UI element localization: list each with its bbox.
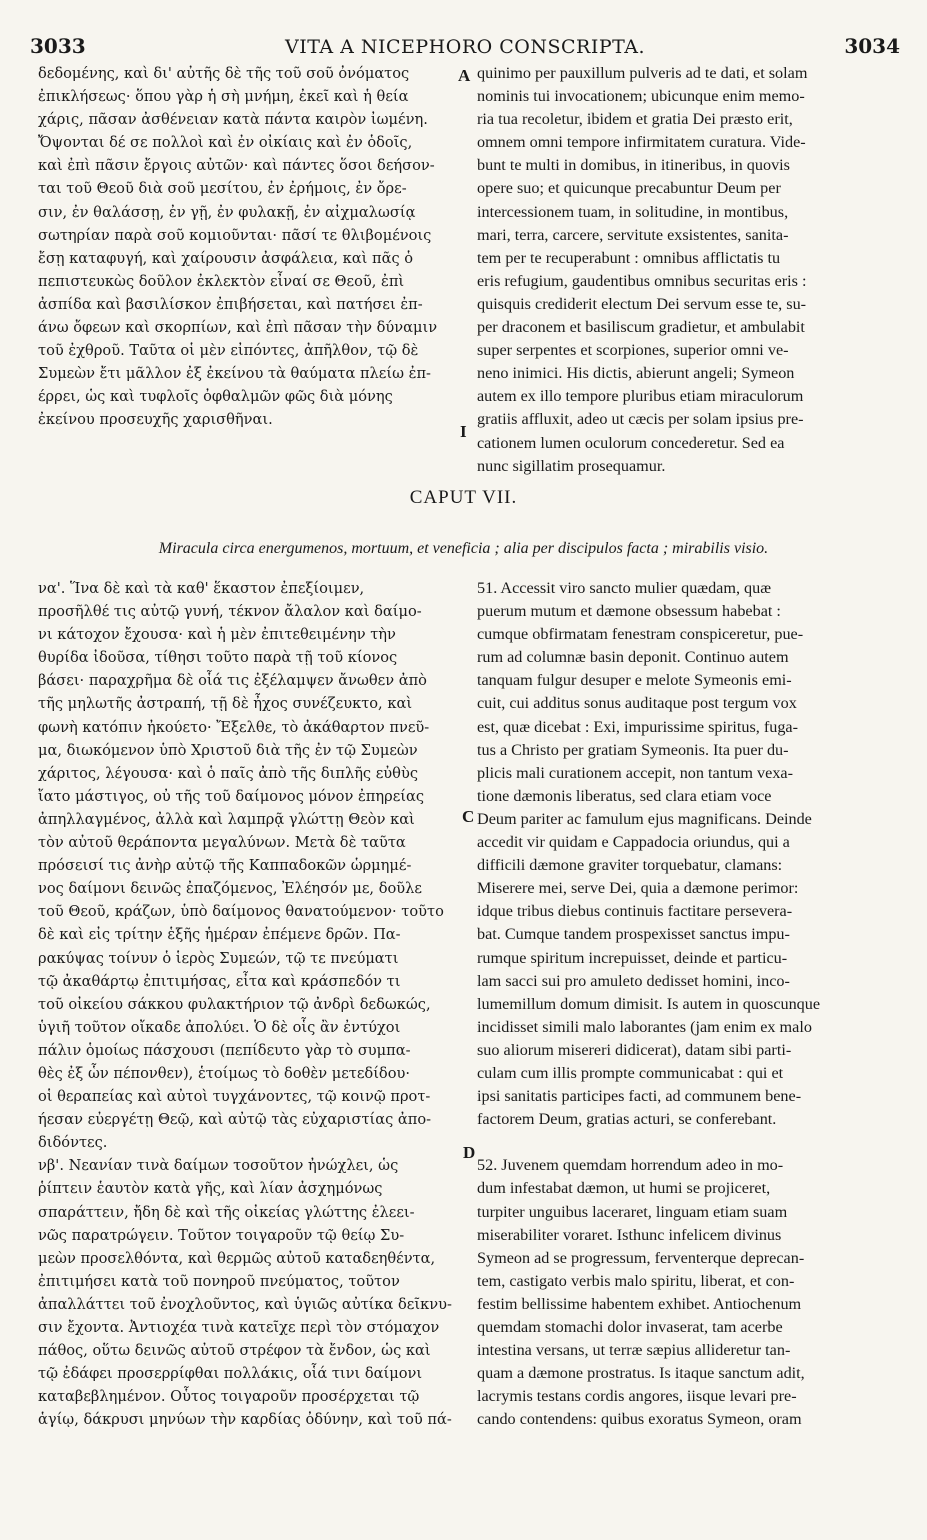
text-line: καταβεβλημένον. Οὗτος τοιγαροῦν προσέρχεται τῷ xyxy=(38,1388,420,1406)
text-line: bat. Cumque tandem prospexisset sanctus impu- xyxy=(477,925,790,944)
text-line: tione dæmonis liberatus, sed clara etiam voce xyxy=(477,786,772,805)
text-line: miserabiliter voraret. Isthunc infelicem divinus xyxy=(477,1225,782,1244)
text-line: est, quæ dicebat : Exi, impurissime spiritus, fuga- xyxy=(477,717,799,736)
text-line: ἀπαλλάττει τοῦ ἐνοχλοῦντος, καὶ ὑγιῶς αὐτίκα δεῖκνυ- xyxy=(38,1295,452,1313)
text-line: cuit, cui additus sonus auditaque post tergum vox xyxy=(477,694,797,713)
column-marker-a: A xyxy=(458,66,471,85)
text-line: rumque spiritum increpuisset, deinde et particu- xyxy=(477,948,788,967)
text-line: lam sacci sui pro amuleto dedisset homini, inco- xyxy=(477,971,790,990)
text-line: opere suo; et quicunque precabuntur Deum per xyxy=(477,179,781,198)
text-line: έρρει, ὡς καὶ τυφλοῖς ὀφθαλμῶν φῶς διὰ μόνης xyxy=(38,388,393,406)
text-line: nunc sigillatim prosequamur. xyxy=(477,456,666,475)
text-line: σωτηρίαν παρὰ σοῦ κομιοῦνται· πᾶσί τε θλιβομένοις xyxy=(38,226,432,244)
text-line: χάριτος, λέγουσα· καὶ ὁ παῖς ἀπὸ τῆς διπλῆς εὐθὺς xyxy=(38,764,419,782)
text-line: dum infestabat dæmon, ut humi se projiceret, xyxy=(477,1179,771,1198)
text-line: μα, διωκόμενον ὑπὸ Χριστοῦ διὰ τῆς ἐν τῷ Συμεὼν xyxy=(38,741,418,759)
text-line: ται τοῦ Θεοῦ διὰ σοῦ μεσίτου, ἐν ἐρήμοις, ἐν ὄρε- xyxy=(38,180,407,198)
text-line: πάλιν ὁμοίως πάσχουσι (πεπίδευτο γὰρ τὸ συμπα- xyxy=(38,1041,411,1059)
text-line: ῥίπτειν ἑαυτὸν κατὰ γῆς, καὶ λίαν ἀσχημόνως xyxy=(38,1180,383,1198)
chapter-summary: Miracula circa energumenos, mortuum, et veneficia ; alia per discipulos facta ; mirabilis visio. xyxy=(158,540,769,557)
text-line: να'. Ἵνα δὲ καὶ τὰ καθ' ἕκαστον ἐπεξίοιμεν, xyxy=(38,580,365,597)
text-line: διδόντες. xyxy=(38,1134,108,1152)
text-line: tanquam fulgur desuper e melote Symeonis emi- xyxy=(477,671,792,690)
text-line: ἐκείνου προσευχῆς χαρισθῆναι. xyxy=(38,411,273,429)
text-line: lacrymis testans cordis angores, iisque levari pre- xyxy=(477,1387,797,1406)
text-line: ἁγίῳ, δάκρυσι μηνύων τὴν καρδίας ὀδύνην, καὶ τοῦ πά- xyxy=(38,1411,452,1429)
text-line: omnem omni tempore infirmitatem curatura. Vide- xyxy=(477,133,806,152)
text-line: πρόσεισί τις ἀνὴρ αὐτῷ τῆς Καππαδοκῶν ὡρμημέ- xyxy=(38,857,412,875)
text-line: θὲς ἐξ ὧν πέπονθεν), ἑτοίμως τὸ δοθὲν μετεδίδου· xyxy=(38,1064,411,1082)
text-line: ήεσαν εὐεργέτῃ Θεῷ, καὶ αὐτῷ τὰς εὐχαριστίας ἀπο- xyxy=(38,1111,432,1129)
text-line: ἐπιτιμήσει κατὰ τοῦ πονηροῦ πνεύματος, τοῦτον xyxy=(38,1272,400,1290)
text-line: Miserere mei, serve Dei, quia a dæmone perimor: xyxy=(477,879,799,898)
text-line: tem, castigato verbis malo spiritu, liberat, et con- xyxy=(477,1271,795,1290)
text-line: ἀσπίδα καὶ βασιλίσκον ἐπιβήσεται, καὶ πατήσει ἐπ- xyxy=(38,295,423,313)
text-line: νι κάτοχον ἔχουσα· καὶ ἡ μὲν ἐπιτεθειμένην τὴν xyxy=(38,626,396,644)
text-line: ria tua recoletur, ibidem et gratia Dei præsto erit, xyxy=(477,110,793,129)
text-line: idque tribus diebus continuis factitare persevera- xyxy=(477,902,793,921)
text-line: suo aliorum misereri didicerat), datam sibi parti- xyxy=(477,1040,792,1059)
text-line: factorem Deum, gratias acturi, se conferebant. xyxy=(477,1110,777,1129)
text-line: ἐπικλήσεως· ὅπου γὰρ ἡ σὴ μνήμη, ἐκεῖ καὶ ἡ θεία xyxy=(38,88,409,106)
text-line: super serpentes et scorpiones, superior omni ve- xyxy=(477,341,789,360)
text-line: culam cum illis prompte communicabat : qui et xyxy=(477,1063,784,1082)
text-line: τοῦ οἰκείου σάκκου φυλακτήριον τῷ ἀνδρὶ δεδωκώς, xyxy=(38,995,431,1013)
text-line: tus a Christo per gratiam Symeonis. Ita puer du- xyxy=(477,740,789,759)
text-line: Deum pariter ac famulum ejus magnificans. Deinde xyxy=(477,809,812,828)
text-line: τῷ ἐδάφει προσερρίφθαι πολλάκις, οἷά τινι δαίμονι xyxy=(38,1365,423,1383)
page-header xyxy=(30,34,900,60)
text-line: plicis mali curationem accepit, non tantum vexa- xyxy=(477,763,793,782)
text-line: turpiter unguibus laceraret, linguam etiam suam xyxy=(477,1202,788,1221)
text-line: difficili dæmone graviter torquebatur, clamans: xyxy=(477,856,783,875)
text-line: καὶ ἐπὶ πᾶσιν ἔργοις αὐτῶν· καὶ πάντες ὅσοι δεήσον- xyxy=(38,157,435,175)
text-line: πεπιστευκὼς δοῦλον ἐκλεκτὸν εἶναί σε Θεοῦ, ἐπὶ xyxy=(38,272,405,290)
page-number-right: 3034 xyxy=(844,34,900,58)
column-marker-c: C xyxy=(462,807,475,826)
text-line: per draconem et basiliscum gradietur, et ambulabit xyxy=(477,318,805,337)
text-line: ipsi sanitatis participes facti, ad communem bene- xyxy=(477,1087,802,1106)
text-line: σιν ἔχοντα. Ἀντιοχέα τινὰ κατεῖχε περὶ τὸν στόμαχον xyxy=(38,1319,440,1336)
text-line: τῆς μηλωτῆς ἀστραπή, τῇ δὲ ἦχος συνέζευκτο, καὶ xyxy=(38,695,413,713)
text-line: eris refugium, gaudentibus omnibus securitas eris : xyxy=(477,271,807,290)
text-line: τὸν αὐτοῦ θεράποντα μεγαλύνων. Μετὰ δὲ ταῦτα xyxy=(38,834,406,852)
text-line xyxy=(477,1131,907,1154)
text-line: lumemillum domum dimisit. Is autem in quoscunque xyxy=(477,994,821,1013)
text-line: autem ex illo tempore pluribus etiam miraculorum xyxy=(477,387,804,406)
text-line: μεὼν προσελθόντα, καὶ θερμῶς αὐτοῦ καταδεηθέντα, xyxy=(38,1249,436,1267)
text-line: οἱ θεραπείας καὶ αὐτοὶ τυγχάνοντες, τῷ κοινῷ προτ- xyxy=(38,1088,431,1106)
text-line: δεδομένης, καὶ δι' αὐτῆς δὲ τῆς τοῦ σοῦ ὀνόματος xyxy=(38,65,410,82)
text-line: Συμεὼν ἔτι μᾶλλον ἐξ ἐκείνου τὰ θαύματα πλείω ἐπ- xyxy=(38,365,431,383)
text-line: cando contendens: quibus exoratus Symeon, oram xyxy=(477,1410,802,1429)
text-line: ρακύψας τοίνυν ὁ ἱερὸς Συμεών, τῷ τε πνεύματι xyxy=(38,949,399,967)
chapter-heading: CAPUT VII. xyxy=(409,487,518,508)
text-line: νβ'. Νεανίαν τινὰ δαίμων τοσοῦτον ἠνώχλει, ὡς xyxy=(38,1157,399,1175)
text-line: πάθος, οὕτω δεινῶς αὐτοῦ στρέφον τὰ ἔνδον, ὡς καὶ xyxy=(38,1342,431,1360)
text-line: gratiis affluxit, adeo ut cæcis per solam ipsius pre- xyxy=(477,410,804,429)
text-line: τῷ ἀκαθάρτῳ ἐπιτιμήσας, εἶτα καὶ κράσπεδόν τι xyxy=(38,972,401,990)
text-line: σιν, ἐν θαλάσσῃ, ἐν γῇ, ἐν φυλακῇ, ἐν αἰχμαλωσίᾳ xyxy=(38,203,416,221)
text-line: χάρις, πᾶσαν ἀσθένειαν κατὰ πάντα καιρὸν ἰωμένη. xyxy=(38,111,428,129)
text-line: intercessionem tuam, in solitudine, in montibus, xyxy=(477,202,789,221)
text-line: quemdam stomachi dolor invaserat, tam acerbe xyxy=(477,1318,783,1336)
text-line: incidisset simili malo laborantes (jam enim ex malo xyxy=(477,1017,812,1036)
text-line: quam a dæmone prostratus. Is itaque sanctum adit, xyxy=(477,1364,805,1383)
text-line: cumque obfirmatam fenestram conspiceretur, pue- xyxy=(477,625,804,644)
text-line: 51. Accessit viro sancto mulier quædam, quæ xyxy=(477,579,772,597)
text-line: ἀπηλλαγμένος, ἀλλὰ καὶ λαμπρᾷ γλώττῃ Θεὸν καὶ xyxy=(38,810,415,828)
top-latin-column xyxy=(477,62,907,478)
text-line: άνω ὄφεων καὶ σκορπίων, καὶ ἐπὶ πᾶσαν τὴν δύναμιν xyxy=(38,319,438,337)
text-line: δὲ καὶ εἰς τρίτην ἑξῆς ἡμέραν ἐπέμενε δρῶν. Πα- xyxy=(38,926,401,944)
text-line: quinimo per pauxillum pulveris ad te dati, et solam xyxy=(477,64,808,82)
page-number-left: 3033 xyxy=(30,34,86,58)
text-line: bunt te multi in domibus, in itineribus, in quovis xyxy=(477,156,790,175)
text-line: tem per te recuperabunt : omnibus afflictatis tu xyxy=(477,248,781,267)
column-marker-i: I xyxy=(460,422,467,441)
text-line: φωνὴ κατόπιν ἠκούετο· Ἔξελθε, τὸ ἀκάθαρτον πνεῦ- xyxy=(38,718,430,736)
text-line: neno inimici. His dictis, abierunt angeli; Symeon xyxy=(477,364,795,383)
running-title: VITA A NICEPHORO CONSCRIPTA. xyxy=(284,36,646,58)
text-line: νος δαίμονι δεινῶς ἐπαζόμενος, Ἐλέησόν με, δοῦλε xyxy=(38,880,422,898)
text-line: rum ad columnæ basin deponit. Continuo autem xyxy=(477,648,789,667)
text-line: quisquis crediderit electum Dei servum esse te, su- xyxy=(477,294,807,313)
text-line: θυρίδα ἰδοῦσα, τίθησι τοῦτο παρὰ τῇ τοῦ κίονος xyxy=(38,649,398,667)
text-line: nominis tui invocationem; ubicunque enim memo- xyxy=(477,87,805,106)
column-marker-d: D xyxy=(463,1143,476,1162)
text-line: festim bellissime habentem exhibet. Antiochenum xyxy=(477,1294,802,1313)
text-line: σπαράττειν, ἤδη δὲ καὶ τῆς οἰκείας γλώττης ἐλεει- xyxy=(38,1203,415,1221)
text-line: mari, terra, carcere, servitute exsistentes, sanita- xyxy=(477,225,789,244)
text-line: ὑγιῆ τοῦτον οἴκαδε ἀπολύει. Ὁ δὲ οἷς ἂν ἐντύχοι xyxy=(38,1018,401,1036)
text-line: cationem lumen oculorum concederetur. Sed ea xyxy=(477,433,785,452)
top-greek-column xyxy=(38,62,458,432)
text-line: βάσει· παραχρῆμα δὲ οἷά τις ἐξέλαμψεν ἄνωθεν ἀπὸ xyxy=(38,672,427,690)
text-line: accedit vir quidam e Cappadocia oriundus, qui a xyxy=(477,833,790,852)
text-line: puerum mutum et dæmone obsessum habebat : xyxy=(477,602,781,621)
text-line: intestina versans, ut terræ sæpius allideretur tan- xyxy=(477,1341,791,1360)
text-line: Ὄψονται δέ σε πολλοὶ καὶ ἐν οἰκίαις καὶ ἐν ὁδοῖς, xyxy=(38,134,413,152)
bottom-greek-column xyxy=(38,577,463,1431)
text-line: τοῦ Θεοῦ, κράζων, ὑπὸ δαίμονος θανατούμενον· τοῦτο xyxy=(38,903,444,921)
text-line: τοῦ ἐχθροῦ. Ταῦτα οἱ μὲν εἰπόντες, ἀπῆλθον, τῷ δὲ xyxy=(38,342,419,360)
text-line: Symeon ad se progressum, ferventerque deprecan- xyxy=(477,1248,805,1267)
text-line: ἔσῃ καταφυγή, καὶ χαίρουσιν ἀσφάλεια, καὶ πᾶς ὁ xyxy=(38,249,414,267)
bottom-latin-column xyxy=(477,577,907,1431)
text-line: 52. Juvenem quemdam horrendum adeo in mo- xyxy=(477,1156,784,1175)
text-line: ἴατο μάστιγος, οὐ τῆς τοῦ δαίμονος μόνον ἐπηρείας xyxy=(38,787,425,805)
text-line: προσῆλθέ τις αὐτῷ γυνή, τέκνον ἄλαλον καὶ δαίμο- xyxy=(38,603,422,621)
text-line: νῶς παρατρώγειν. Τοῦτον τοιγαροῦν τῷ θείῳ Συ- xyxy=(38,1226,405,1244)
